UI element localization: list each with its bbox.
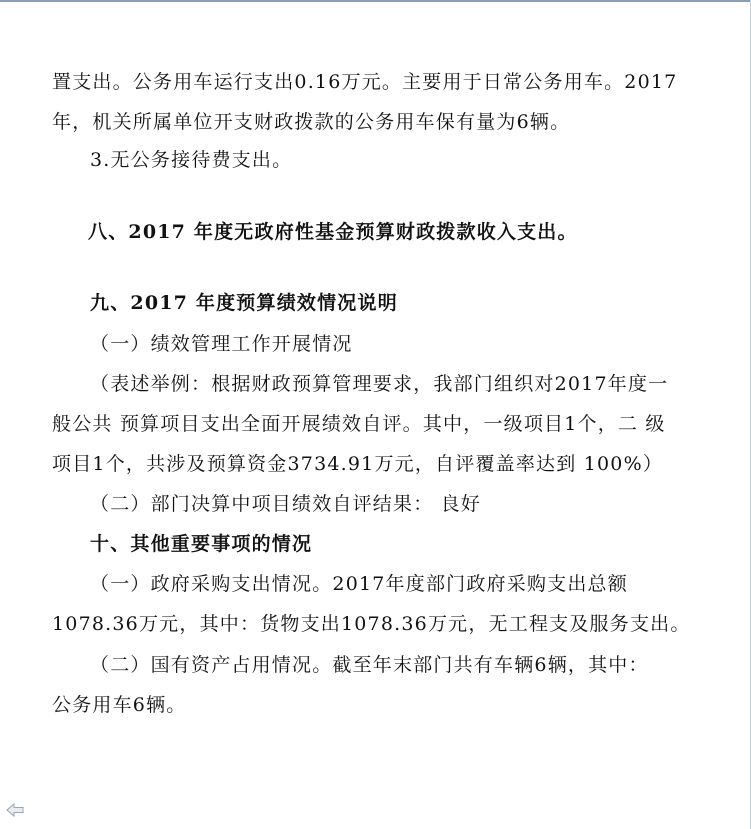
back-arrow-icon[interactable] bbox=[6, 802, 26, 818]
section-heading-10: 十、其他重要事项的情况 bbox=[90, 533, 313, 555]
paragraph-line: （一）政府采购支出情况。2017年度部门政府采购支出总额 bbox=[90, 573, 628, 595]
paragraph-line: 置支出。公务用车运行支出0.16万元。主要用于日常公务用车。2017 bbox=[52, 71, 678, 93]
paragraph-line: （表述举例：根据财政预算管理要求，我部门组织对2017年度一 bbox=[90, 373, 669, 395]
paragraph-line: 般公共 预算项目支出全面开展绩效自评。其中，一级项目1个，二 级 bbox=[52, 413, 666, 435]
section-heading-9: 九、2017 年度预算绩效情况说明 bbox=[90, 292, 398, 314]
subsection-heading: （一）绩效管理工作开展情况 bbox=[90, 333, 353, 355]
subsection-heading: （二）部门决算中项目绩效自评结果： 良好 bbox=[90, 493, 482, 515]
paragraph-line: 3.无公务接待费支出。 bbox=[90, 149, 293, 171]
paragraph-line: 1078.36万元，其中：货物支出1078.36万元，无工程支及服务支出。 bbox=[52, 613, 691, 635]
paragraph-line: （二）国有资产占用情况。截至年末部门共有车辆6辆，其中： bbox=[90, 654, 649, 676]
paragraph-line: 公务用车6辆。 bbox=[52, 694, 187, 716]
paragraph-line: 项目1个，共涉及预算资金3734.91万元，自评覆盖率达到 100%） bbox=[52, 453, 664, 475]
section-heading-8: 八、2017 年度无政府性基金预算财政拨款收入支出。 bbox=[88, 221, 578, 243]
paragraph-line: 年，机关所属单位开支财政拨款的公务用车保有量为6辆。 bbox=[52, 111, 571, 133]
